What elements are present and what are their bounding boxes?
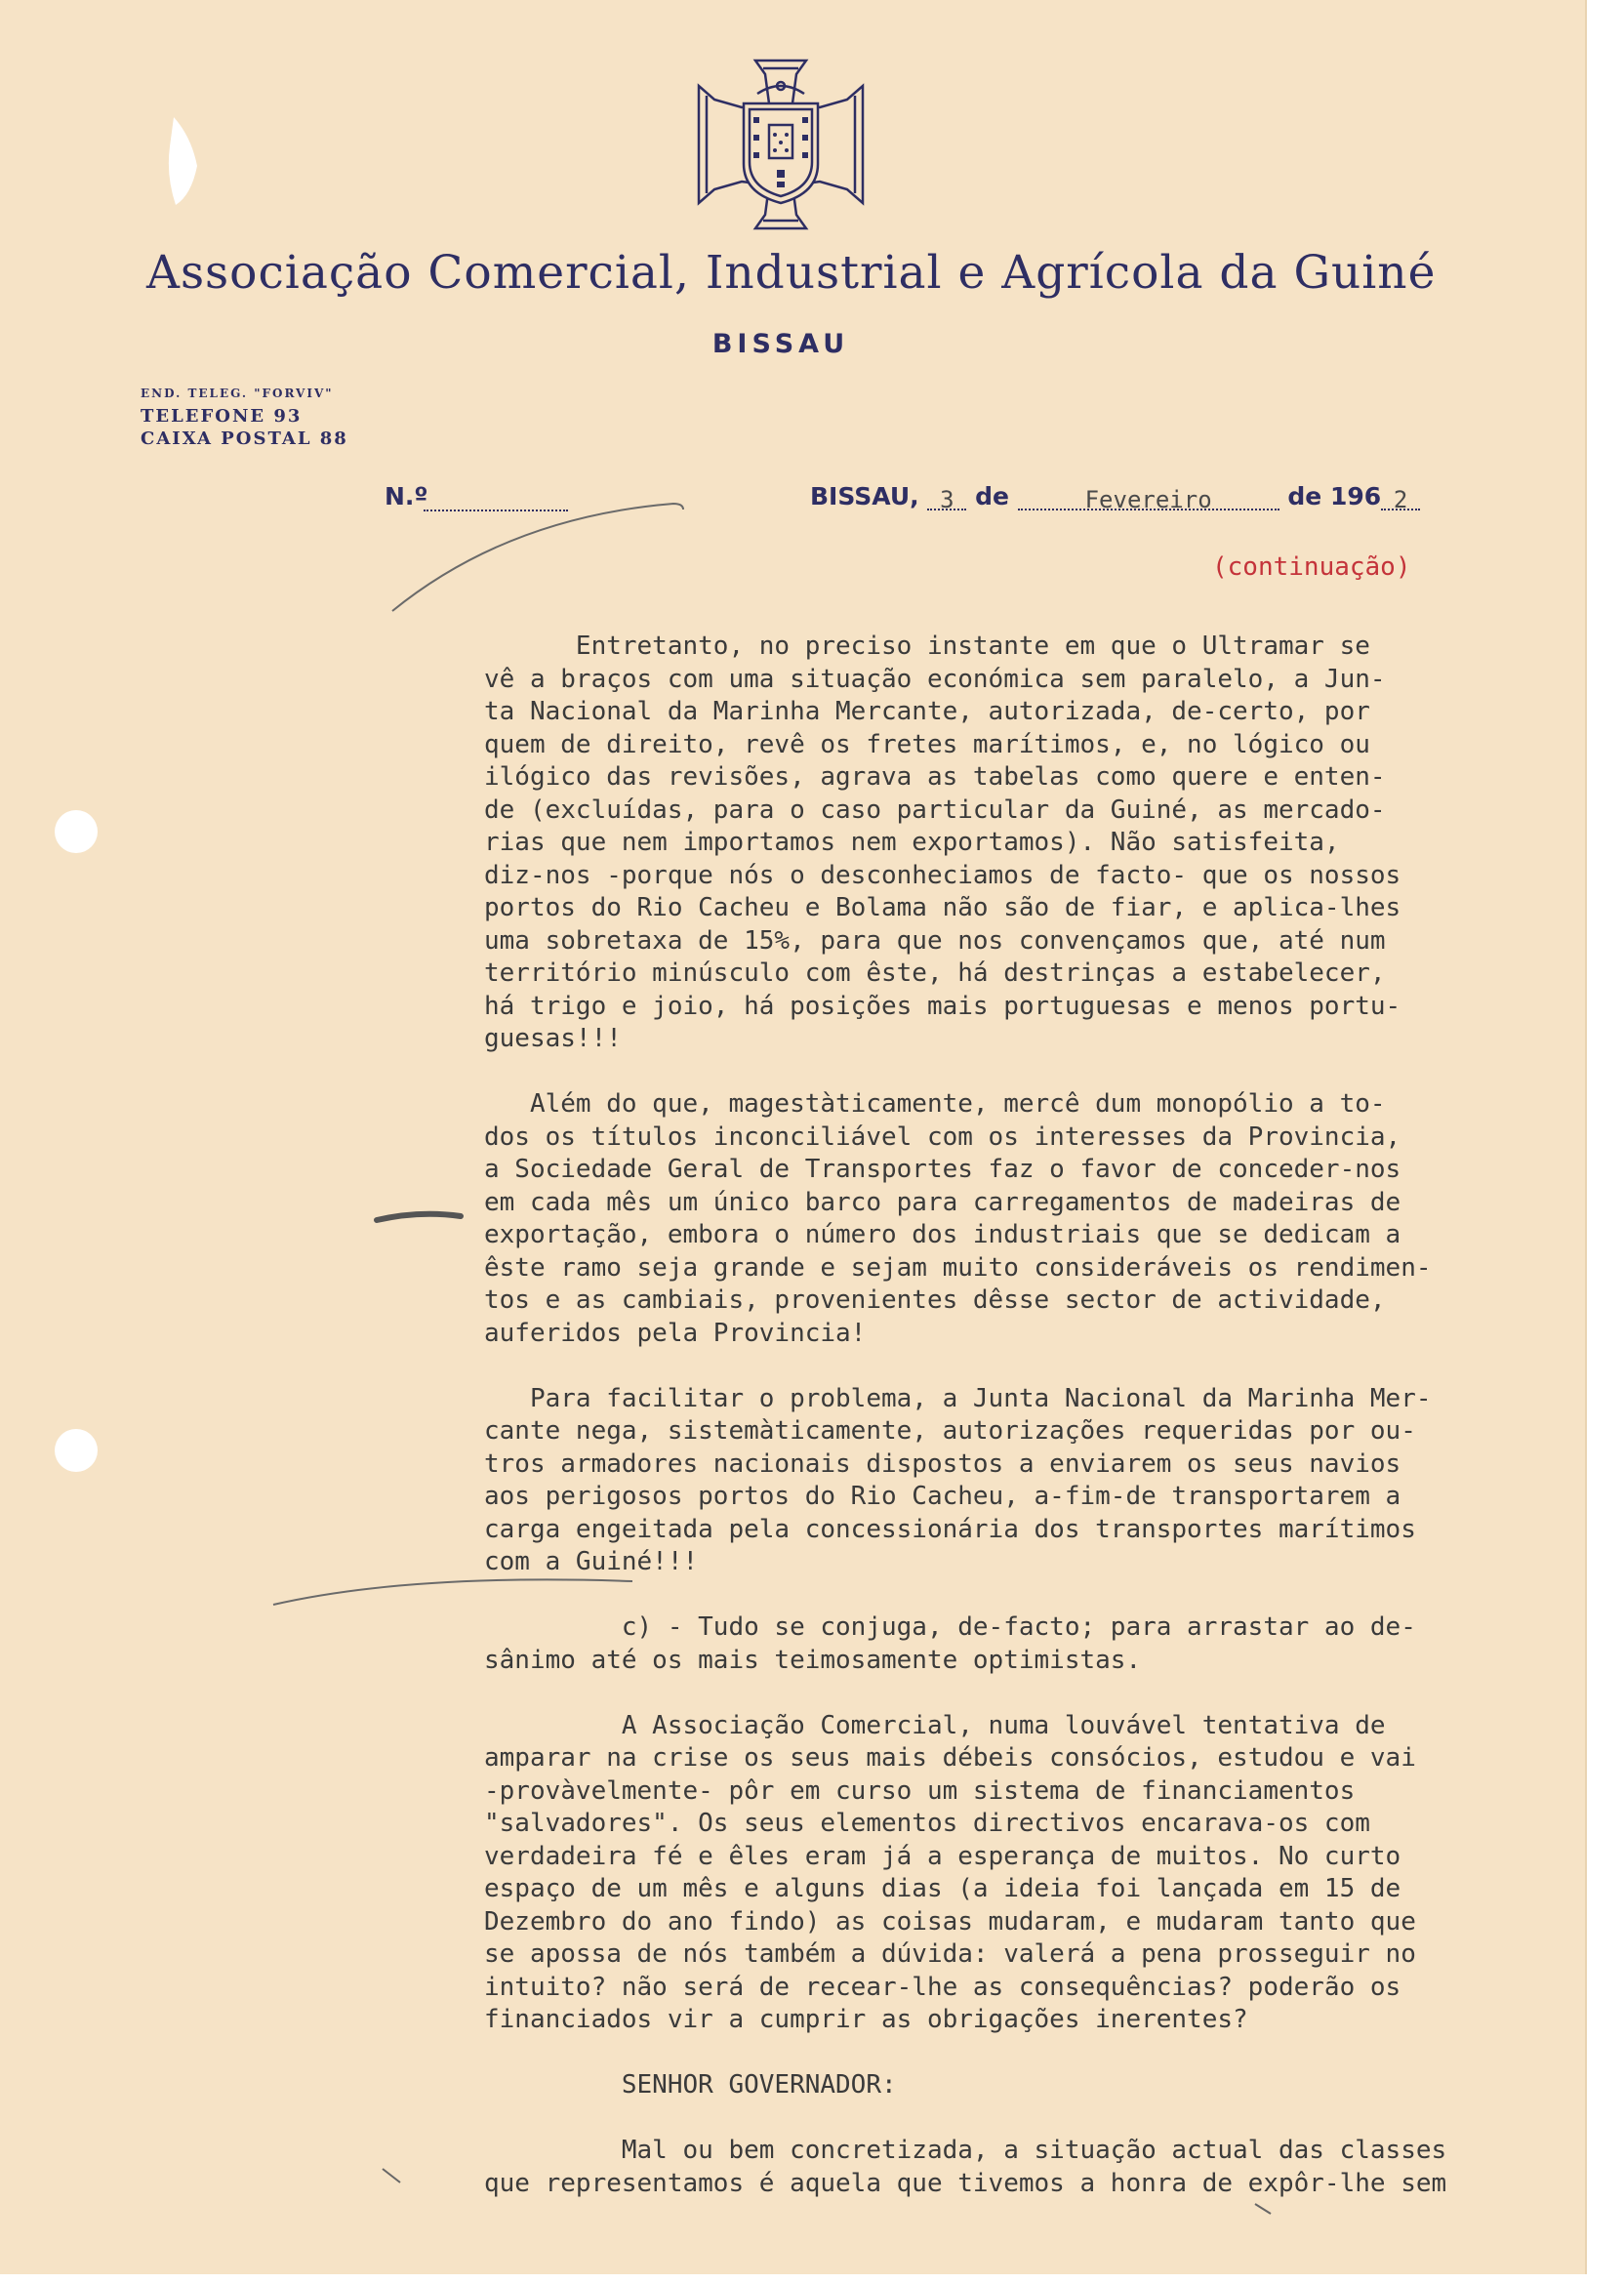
body-line: uma sobretaxa de 15%, para que nos convençamos que, até num	[484, 925, 1386, 956]
body-line: verdadeira fé e êles eram já a esperança de muitos. No curto	[484, 1841, 1401, 1871]
body-line: -provàvelmente- pôr em curso um sistema de financiamentos	[484, 1775, 1356, 1806]
body-line: espaço de um mês e alguns dias (a ideia foi lançada em 15 de	[484, 1874, 1401, 1903]
body-line: que representamos é aquela que tivemos a honra de expôr-lhe sem	[484, 2168, 1447, 2198]
letterhead-city: BISSAU	[711, 329, 850, 359]
body-line: em cada mês um único barco para carregamentos de madeiras de	[484, 1187, 1401, 1217]
body-line: exportação, embora o número dos industriais que se dedicam a	[484, 1220, 1401, 1249]
body-line: se apossa de nós também a dúvida: valerá a pena prosseguir no	[484, 1939, 1416, 1969]
body-line: rias que nem importamos nem exportamos). Não satisfeita,	[484, 828, 1340, 857]
body-line: tos e as cambiais, provenientes dêsse sector de actividade,	[484, 1285, 1386, 1315]
dateline-de-1: de	[975, 482, 1009, 510]
telegraph-address: END. TELEG. "FORVIV"	[141, 387, 334, 400]
body-line: amparar na crise os seus mais débeis consócios, estudou e vai	[484, 1743, 1416, 1773]
body-line: c) - Tudo se conjuga, de-facto; para arrastar ao de-	[484, 1612, 1416, 1642]
body-line: quem de direito, revê os fretes marítimos, e, no lógico ou	[484, 729, 1370, 759]
dateline-day: 3	[940, 486, 954, 513]
dateline-de-2: de	[1287, 482, 1322, 510]
body-line: carga engeitada pela concessionária dos transportes marítimos	[484, 1514, 1416, 1544]
dateline-year-typed: 2	[1393, 486, 1408, 513]
postal-box: CAIXA POSTAL 88	[141, 428, 348, 449]
association-title: Associação Comercial, Industrial e Agrícola da Guiné	[146, 246, 1437, 300]
body-line: auferidos pela Provincia!	[484, 1318, 867, 1348]
telephone-number: TELEFONE 93	[141, 406, 303, 427]
body-line: financiados vir a cumprir as obrigações inerentes?	[484, 2005, 1248, 2034]
body-line: território minúsculo com êste, há destrinças a estabelecer,	[484, 958, 1386, 988]
body-line: dos os títulos inconciliável com os interesses da Provincia,	[484, 1122, 1401, 1152]
body-line: Entretanto, no preciso instante em que o Ultramar se	[484, 632, 1370, 661]
reference-number-label: N.º	[385, 482, 428, 510]
body-line: sânimo até os mais teimosamente optimistas.	[484, 1645, 1142, 1675]
body-line: guesas!!!	[484, 1024, 622, 1053]
body-line: cante nega, sistemàticamente, autorizações requeridas por ou-	[484, 1416, 1416, 1446]
body-line: diz-nos -porque nós o desconheciamos de facto- que os nossos	[484, 860, 1401, 890]
body-line: vê a braços com uma situação económica sem paralelo, a Jun-	[484, 664, 1386, 694]
body-line: ilógico das revisões, agrava as tabelas como quere e enten-	[484, 762, 1386, 792]
dateline-city: BISSAU,	[810, 482, 919, 510]
body-line: aos perigosos portos do Rio Cacheu, a-fim-de transportarem a	[484, 1482, 1401, 1511]
body-line: com a Guiné!!!	[484, 1547, 699, 1576]
body-line: Além do que, magestàticamente, mercê dum monopólio a to-	[484, 1089, 1386, 1119]
continuation-note: (continuação)	[1212, 552, 1411, 582]
body-line: a Sociedade Geral de Transportes faz o favor de conceder-nos	[484, 1155, 1401, 1184]
body-line: Para facilitar o problema, a Junta Nacional da Marinha Mer-	[484, 1383, 1432, 1413]
body-line: A Associação Comercial, numa louvável tentativa de	[484, 1710, 1386, 1740]
body-line: portos do Rio Cacheu e Bolama não são de fiar, e aplica-lhes	[484, 893, 1401, 922]
body-line: de (excluídas, para o caso particular da Guiné, as mercado-	[484, 795, 1386, 825]
body-line: "salvadores". Os seus elementos directivos encarava-os com	[484, 1809, 1370, 1838]
body-line: SENHOR GOVERNADOR:	[484, 2070, 897, 2100]
body-line: intuito? não será de recear-lhe as consequências? poderão os	[484, 1972, 1401, 2002]
body-line: ta Nacional da Marinha Mercante, autorizada, de-certo, por	[484, 697, 1370, 726]
body-line: êste ramo seja grande e sejam muito consideráveis os rendimen-	[484, 1252, 1432, 1283]
body-line: tros armadores nacionais dispostos a enviarem os seus navios	[484, 1448, 1401, 1479]
body-line: Dezembro do ano findo) as coisas mudaram, e mudaram tanto que	[484, 1906, 1416, 1937]
dateline-month: Fevereiro	[1084, 486, 1212, 513]
dateline-year-printed: 196	[1329, 482, 1382, 510]
body-line: Mal ou bem concretizada, a situação actual das classes	[484, 2136, 1447, 2165]
body-line: há trigo e joio, há posições mais portuguesas e menos portu-	[484, 991, 1401, 1021]
